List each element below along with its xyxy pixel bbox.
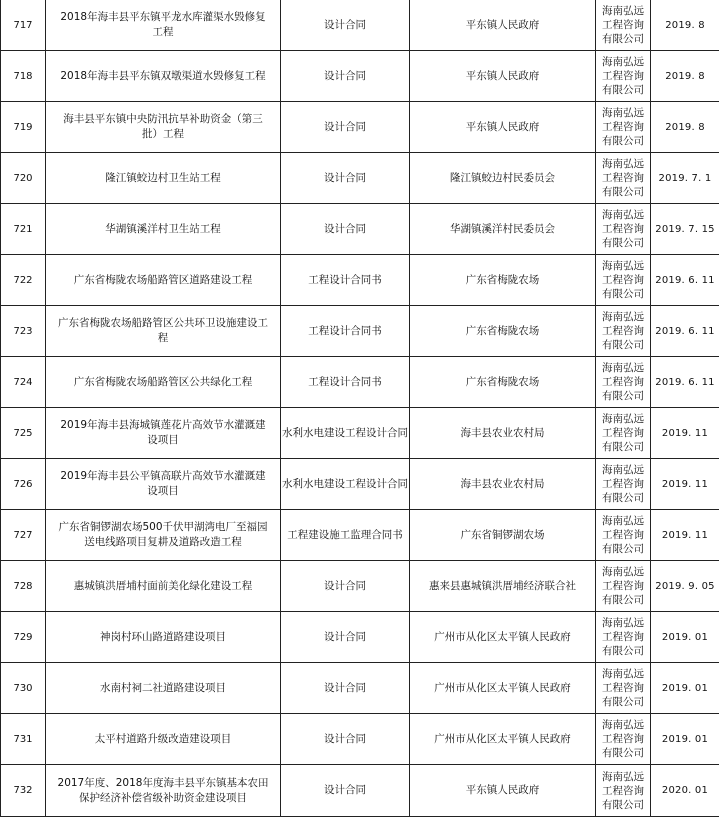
contract-date: 2019. 7. 15 bbox=[651, 204, 719, 255]
row-number: 724 bbox=[1, 357, 46, 408]
client-name: 广东省铜锣湖农场 bbox=[410, 510, 596, 561]
contract-date: 2019. 9. 05 bbox=[651, 561, 719, 612]
table-row bbox=[1, 663, 719, 714]
project-name: 隆江镇蛟边村卫生站工程 bbox=[46, 153, 281, 204]
firm-name: 海南弘远工程咨询有限公司 bbox=[596, 102, 651, 153]
table-row bbox=[1, 510, 719, 561]
contract-type: 设计合同 bbox=[281, 663, 410, 714]
firm-name: 海南弘远工程咨询有限公司 bbox=[596, 612, 651, 663]
contract-date: 2019. 6. 11 bbox=[651, 255, 719, 306]
project-name: 太平村道路升级改造建设项目 bbox=[46, 714, 281, 765]
firm-name: 海南弘远工程咨询有限公司 bbox=[596, 204, 651, 255]
contract-date: 2019. 8 bbox=[651, 0, 719, 51]
client-name: 平东镇人民政府 bbox=[410, 765, 596, 817]
client-name: 广东省梅陇农场 bbox=[410, 306, 596, 357]
firm-name: 海南弘远工程咨询有限公司 bbox=[596, 765, 651, 817]
contract-type: 工程建设施工监理合同书 bbox=[281, 510, 410, 561]
table-row bbox=[1, 561, 719, 612]
project-name: 华湖镇溪洋村卫生站工程 bbox=[46, 204, 281, 255]
firm-name: 海南弘远工程咨询有限公司 bbox=[596, 51, 651, 102]
firm-name: 海南弘远工程咨询有限公司 bbox=[596, 0, 651, 51]
client-name: 广州市从化区太平镇人民政府 bbox=[410, 714, 596, 765]
row-number: 725 bbox=[1, 408, 46, 459]
contract-type: 设计合同 bbox=[281, 153, 410, 204]
row-number: 717 bbox=[1, 0, 46, 51]
table-row bbox=[1, 102, 719, 153]
contract-date: 2019. 6. 11 bbox=[651, 306, 719, 357]
firm-name: 海南弘远工程咨询有限公司 bbox=[596, 714, 651, 765]
contract-date: 2019. 7. 1 bbox=[651, 153, 719, 204]
table-row bbox=[1, 51, 719, 102]
contract-type: 设计合同 bbox=[281, 765, 410, 817]
contract-date: 2020. 01 bbox=[651, 765, 719, 817]
table-row bbox=[1, 459, 719, 510]
table-row bbox=[1, 357, 719, 408]
table-row bbox=[1, 306, 719, 357]
client-name: 广州市从化区太平镇人民政府 bbox=[410, 612, 596, 663]
contract-type: 设计合同 bbox=[281, 561, 410, 612]
contract-date: 2019. 01 bbox=[651, 663, 719, 714]
contract-date: 2019. 11 bbox=[651, 408, 719, 459]
project-name: 海丰县平东镇中央防汛抗旱补助资金（第三批）工程 bbox=[46, 102, 281, 153]
firm-name: 海南弘远工程咨询有限公司 bbox=[596, 306, 651, 357]
contract-type: 工程设计合同书 bbox=[281, 255, 410, 306]
client-name: 隆江镇蛟边村民委员会 bbox=[410, 153, 596, 204]
firm-name: 海南弘远工程咨询有限公司 bbox=[596, 510, 651, 561]
records-body bbox=[1, 0, 719, 817]
client-name: 华湖镇溪洋村民委员会 bbox=[410, 204, 596, 255]
contract-date: 2019. 6. 11 bbox=[651, 357, 719, 408]
contract-date: 2019. 11 bbox=[651, 459, 719, 510]
row-number: 721 bbox=[1, 204, 46, 255]
row-number: 728 bbox=[1, 561, 46, 612]
row-number: 726 bbox=[1, 459, 46, 510]
row-number: 730 bbox=[1, 663, 46, 714]
project-name: 广东省梅陇农场船路管区道路建设工程 bbox=[46, 255, 281, 306]
row-number: 732 bbox=[1, 765, 46, 817]
contract-type: 水利水电建设工程设计合同 bbox=[281, 459, 410, 510]
contract-type: 设计合同 bbox=[281, 102, 410, 153]
row-number: 727 bbox=[1, 510, 46, 561]
project-name: 2018年海丰县平东镇平龙水库灌渠水毁修复工程 bbox=[46, 0, 281, 51]
table-row bbox=[1, 204, 719, 255]
firm-name: 海南弘远工程咨询有限公司 bbox=[596, 459, 651, 510]
contract-date: 2019. 8 bbox=[651, 51, 719, 102]
contract-type: 设计合同 bbox=[281, 204, 410, 255]
firm-name: 海南弘远工程咨询有限公司 bbox=[596, 561, 651, 612]
row-number: 722 bbox=[1, 255, 46, 306]
client-name: 惠来县惠城镇洪厝埔经济联合社 bbox=[410, 561, 596, 612]
table-row bbox=[1, 0, 719, 51]
firm-name: 海南弘远工程咨询有限公司 bbox=[596, 408, 651, 459]
client-name: 平东镇人民政府 bbox=[410, 102, 596, 153]
table-row bbox=[1, 255, 719, 306]
project-name: 水南村祠二社道路建设项目 bbox=[46, 663, 281, 714]
client-name: 广东省梅陇农场 bbox=[410, 357, 596, 408]
firm-name: 海南弘远工程咨询有限公司 bbox=[596, 255, 651, 306]
contract-type: 设计合同 bbox=[281, 51, 410, 102]
project-name: 广东省梅陇农场船路管区公共环卫设施建设工程 bbox=[46, 306, 281, 357]
row-number: 729 bbox=[1, 612, 46, 663]
row-number: 731 bbox=[1, 714, 46, 765]
project-name: 2019年海丰县公平镇高联片高效节水灌溉建设项目 bbox=[46, 459, 281, 510]
contract-type: 工程设计合同书 bbox=[281, 357, 410, 408]
project-name: 广东省梅陇农场船路管区公共绿化工程 bbox=[46, 357, 281, 408]
table-row bbox=[1, 714, 719, 765]
contract-date: 2019. 11 bbox=[651, 510, 719, 561]
client-name: 平东镇人民政府 bbox=[410, 51, 596, 102]
contract-type: 设计合同 bbox=[281, 714, 410, 765]
firm-name: 海南弘远工程咨询有限公司 bbox=[596, 357, 651, 408]
firm-name: 海南弘远工程咨询有限公司 bbox=[596, 663, 651, 714]
client-name: 平东镇人民政府 bbox=[410, 0, 596, 51]
client-name: 广东省梅陇农场 bbox=[410, 255, 596, 306]
row-number: 719 bbox=[1, 102, 46, 153]
table-row bbox=[1, 765, 719, 817]
contract-type: 水利水电建设工程设计合同 bbox=[281, 408, 410, 459]
project-name: 2019年海丰县海城镇莲花片高效节水灌溉建设项目 bbox=[46, 408, 281, 459]
table-row bbox=[1, 408, 719, 459]
firm-name: 海南弘远工程咨询有限公司 bbox=[596, 153, 651, 204]
project-name: 惠城镇洪厝埔村面前美化绿化建设工程 bbox=[46, 561, 281, 612]
project-name: 广东省铜锣湖农场500千伏甲湖湾电厂至福园送电线路项目复耕及道路改造工程 bbox=[46, 510, 281, 561]
table-row bbox=[1, 612, 719, 663]
contract-date: 2019. 01 bbox=[651, 714, 719, 765]
client-name: 广州市从化区太平镇人民政府 bbox=[410, 663, 596, 714]
contract-date: 2019. 8 bbox=[651, 102, 719, 153]
project-name: 2017年度、2018年度海丰县平东镇基本农田保护经济补偿省级补助资金建设项目 bbox=[46, 765, 281, 817]
row-number: 720 bbox=[1, 153, 46, 204]
contract-type: 工程设计合同书 bbox=[281, 306, 410, 357]
table-row bbox=[1, 153, 719, 204]
contract-date: 2019. 01 bbox=[651, 612, 719, 663]
project-name: 2018年海丰县平东镇双墩渠道水毁修复工程 bbox=[46, 51, 281, 102]
client-name: 海丰县农业农村局 bbox=[410, 408, 596, 459]
row-number: 723 bbox=[1, 306, 46, 357]
contract-type: 设计合同 bbox=[281, 612, 410, 663]
contract-type: 设计合同 bbox=[281, 0, 410, 51]
client-name: 海丰县农业农村局 bbox=[410, 459, 596, 510]
project-name: 神岗村环山路道路建设项目 bbox=[46, 612, 281, 663]
row-number: 718 bbox=[1, 51, 46, 102]
